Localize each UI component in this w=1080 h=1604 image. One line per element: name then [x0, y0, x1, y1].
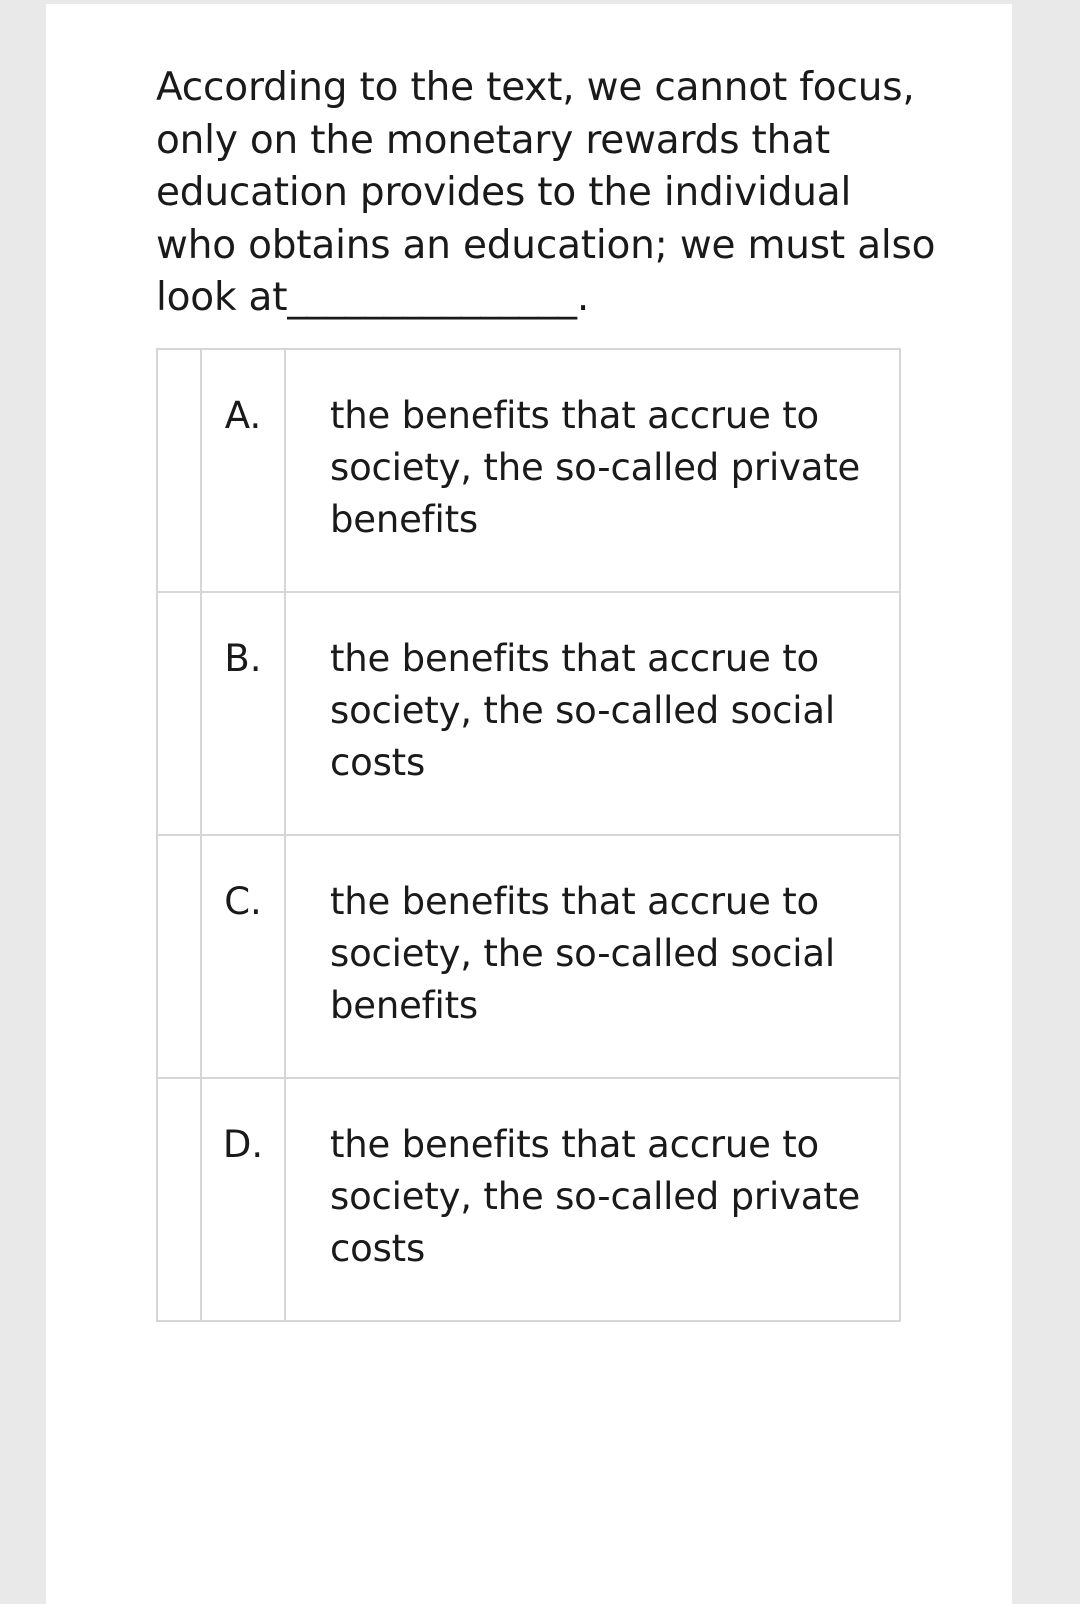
choice-a-text: the benefits that accrue to society, the so-called private benefits [330, 394, 861, 541]
choice-row-d[interactable] [157, 1078, 900, 1321]
choice-c-letter-cell [201, 835, 285, 1078]
choice-c-selector[interactable] [157, 835, 201, 1078]
choice-b-text-cell[interactable] [285, 592, 900, 835]
answer-choices-table [156, 348, 901, 1322]
choice-d-text-cell[interactable] [285, 1078, 900, 1321]
choice-d-letter: D. [222, 1123, 264, 1166]
choice-a-letter: A. [224, 394, 262, 437]
choice-row-b[interactable] [157, 592, 900, 835]
choice-a-text-cell[interactable] [285, 349, 900, 592]
choice-c-letter: C. [224, 880, 262, 923]
choice-c-text: the benefits that accrue to society, the so-called social benefits [330, 880, 835, 1027]
choice-a-letter-cell [201, 349, 285, 592]
choice-d-text: the benefits that accrue to society, the so-called private costs [330, 1123, 861, 1270]
choice-b-letter-cell [201, 592, 285, 835]
choice-row-a[interactable] [157, 349, 900, 592]
choice-c-text-cell[interactable] [285, 835, 900, 1078]
choice-b-selector[interactable] [157, 592, 201, 835]
choice-b-letter: B. [224, 637, 262, 680]
choice-d-selector[interactable] [157, 1078, 201, 1321]
choice-row-c[interactable] [157, 835, 900, 1078]
choice-d-letter-cell [201, 1078, 285, 1321]
question-text: According to the text, we cannot focus, only on the monetary rewards that education provides to the individual who obtains an education; we must also look at_______________. [156, 65, 936, 320]
choice-a-selector[interactable] [157, 349, 201, 592]
choice-b-text: the benefits that accrue to society, the so-called social costs [330, 637, 835, 784]
